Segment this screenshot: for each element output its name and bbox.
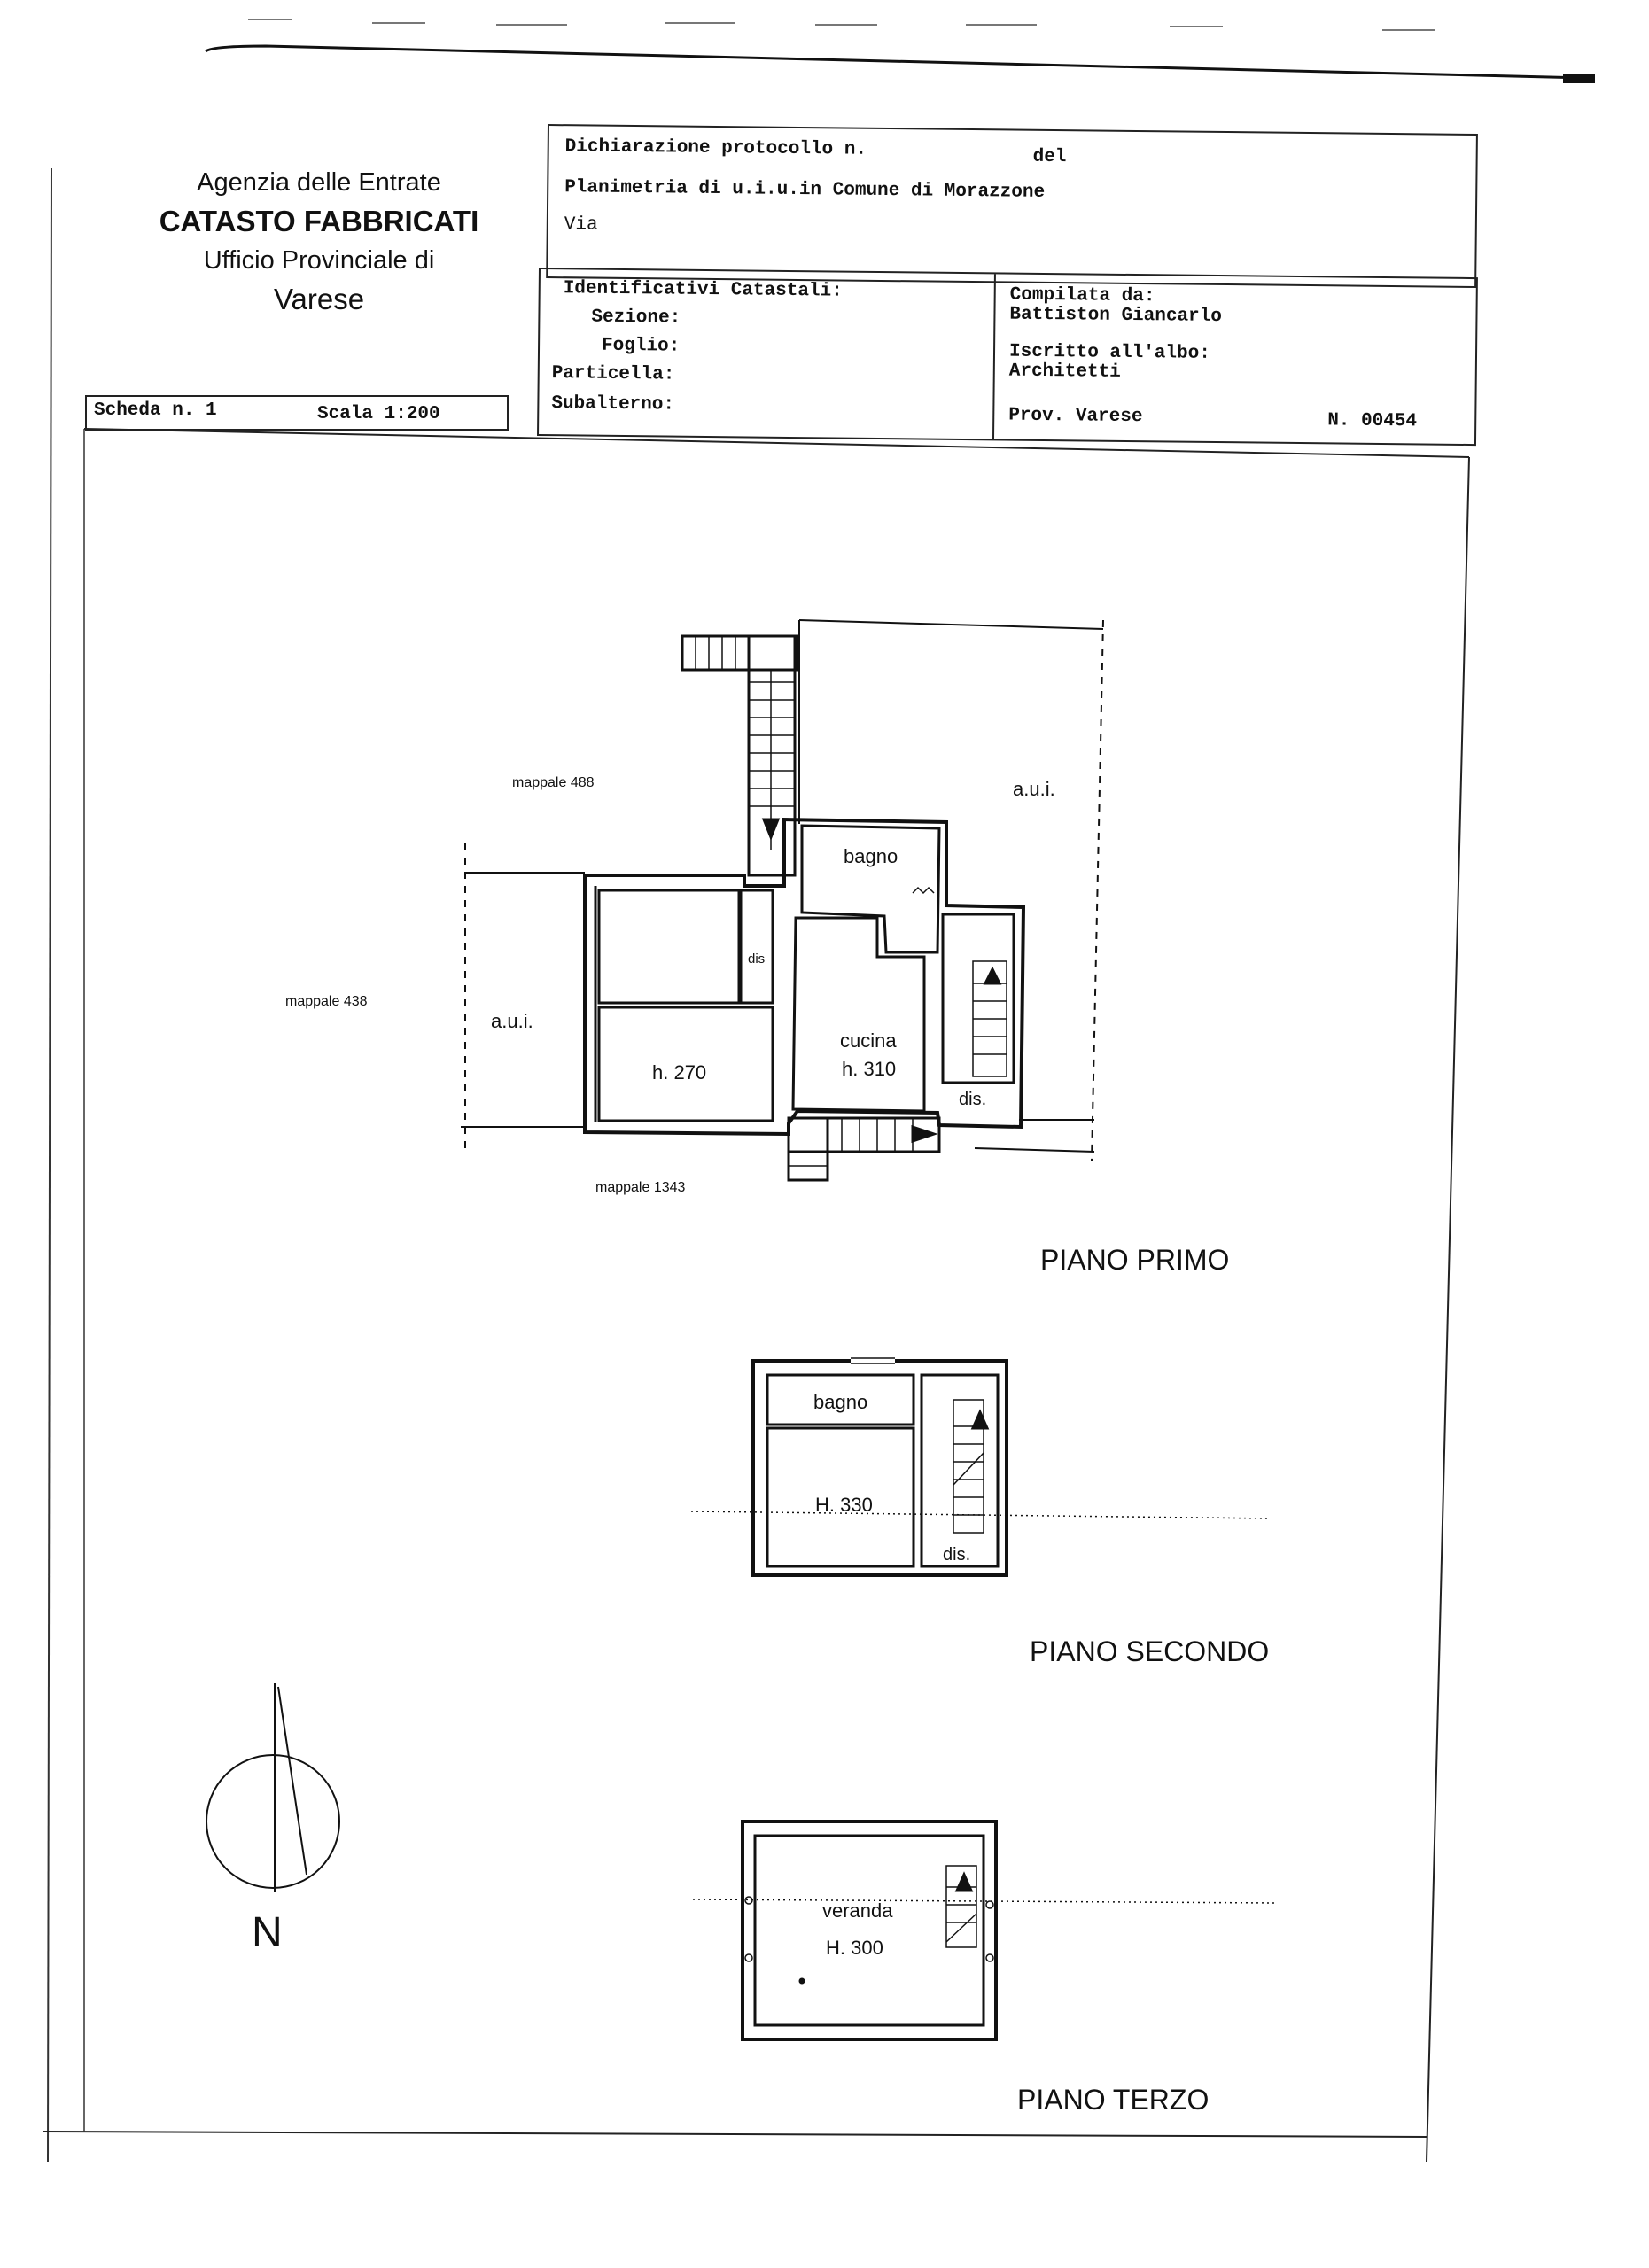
piano-primo-title: PIANO PRIMO (1040, 1244, 1230, 1276)
room-height-270-label: h. 270 (652, 1061, 707, 1084)
sezione-label: Sezione: (591, 307, 681, 329)
aui-left-label: a.u.i. (491, 1010, 533, 1032)
cucina-height-label: h. 310 (842, 1058, 897, 1080)
foglio-label: Foglio: (601, 335, 681, 357)
piano-secondo-title: PIANO SECONDO (1030, 1635, 1270, 1667)
compiler-name: Battiston Giancarlo (1009, 304, 1223, 328)
compiler-title: Compilata da: (1009, 284, 1155, 307)
dis-secondo-label: dis. (943, 1545, 971, 1565)
room-height-300-label: H. 300 (826, 1937, 883, 1959)
room-height-330-label: H. 330 (815, 1494, 873, 1516)
bagno-secondo-label: bagno (813, 1391, 868, 1413)
planimetria-label: Planimetria di u.i.u.in Comune di Morazzone (564, 177, 1046, 203)
province-name: Varese (273, 283, 365, 316)
scale-label: Scala 1:200 (317, 404, 440, 424)
veranda-label: veranda (822, 1899, 893, 1922)
catasto-title: CATASTO FABBRICATI (159, 205, 479, 238)
mappale-1343-label: mappale 1343 (595, 1180, 686, 1195)
bagno-primo-label: bagno (844, 845, 898, 867)
albo-label: Iscritto all'albo: (1008, 341, 1210, 364)
compiler-number: N. 00454 (1327, 410, 1418, 432)
particella-label: Particella: (551, 363, 675, 385)
cucina-label: cucina (840, 1029, 897, 1052)
protocol-label: Dichiarazione protocollo n. (564, 136, 867, 160)
mappale-488-label: mappale 488 (512, 775, 595, 790)
albo-value: Architetti (1008, 361, 1121, 383)
piano-terzo-title: PIANO TERZO (1017, 2084, 1210, 2116)
dis-primo-label: dis (748, 951, 766, 967)
agency-name: Agenzia delle Entrate (197, 168, 441, 197)
dis-primo-right-label: dis. (959, 1090, 987, 1109)
identifiers-title: Identificativi Catastali: (563, 278, 843, 302)
del-label: del (1032, 146, 1067, 168)
office-label: Ufficio Provinciale di (203, 246, 435, 276)
via-label: Via (564, 214, 598, 236)
aui-right-label: a.u.i. (1013, 778, 1055, 800)
subalterno-label: Subalterno: (551, 393, 675, 416)
mappale-438-label: mappale 438 (285, 994, 368, 1009)
north-label: N (252, 1909, 283, 1956)
scheda-label: Scheda n. 1 (94, 400, 217, 421)
compiler-province: Prov. Varese (1008, 405, 1143, 428)
